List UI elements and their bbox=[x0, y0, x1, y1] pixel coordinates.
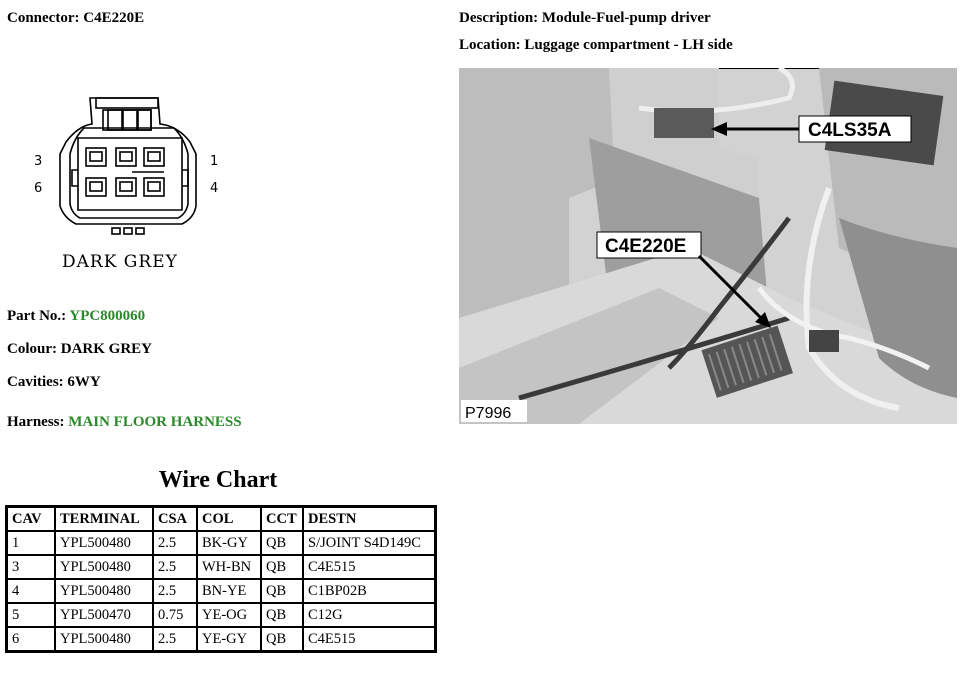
table-row bbox=[7, 555, 436, 579]
wire-chart-title: Wire Chart bbox=[158, 467, 278, 493]
cell-destn: C12G bbox=[303, 603, 436, 627]
cell-col: BN-YE bbox=[197, 579, 261, 603]
cell-cav: 5 bbox=[7, 603, 56, 627]
cell-terminal: YPL500480 bbox=[55, 531, 153, 555]
header-terminal: TERMINAL bbox=[55, 507, 153, 532]
cell-cct: QB bbox=[261, 579, 303, 603]
cell-cct: QB bbox=[261, 531, 303, 555]
header-cav: CAV bbox=[7, 507, 56, 532]
cavities-label: Cavities: bbox=[7, 374, 64, 390]
description-value: Module-Fuel-pump driver bbox=[541, 10, 711, 26]
location-photo bbox=[459, 68, 957, 424]
connector-label: Connector: bbox=[7, 10, 80, 26]
cell-cct: QB bbox=[261, 555, 303, 579]
cell-cct: QB bbox=[261, 627, 303, 652]
part-no-label: Part No.: bbox=[7, 308, 67, 324]
cell-csa: 2.5 bbox=[153, 555, 197, 579]
cell-destn: C4E515 bbox=[303, 555, 436, 579]
table-row bbox=[7, 579, 436, 603]
photo-callout-c4e220e: C4E220E bbox=[605, 236, 687, 257]
photo-callout-c4ls35a: C4LS35A bbox=[808, 120, 892, 141]
photo-reference: P7996 bbox=[465, 405, 512, 422]
cell-csa: 2.5 bbox=[153, 627, 197, 652]
pin-6-label: 6 bbox=[34, 181, 43, 196]
harness-value: MAIN FLOOR HARNESS bbox=[68, 414, 242, 430]
cell-cav: 6 bbox=[7, 627, 56, 652]
header-col: COL bbox=[197, 507, 261, 532]
location-label: Location: bbox=[459, 37, 521, 53]
cell-csa: 2.5 bbox=[153, 579, 197, 603]
table-row bbox=[7, 627, 436, 652]
cavities-row bbox=[7, 374, 101, 391]
header-cct: CCT bbox=[261, 507, 303, 532]
cell-col: YE-OG bbox=[197, 603, 261, 627]
cell-csa: 0.75 bbox=[153, 603, 197, 627]
table-row bbox=[7, 603, 436, 627]
part-no-row bbox=[7, 308, 145, 325]
location-value: Luggage compartment - LH side bbox=[524, 37, 733, 53]
part-no-value: YPC800060 bbox=[69, 308, 146, 324]
cell-col: BK-GY bbox=[197, 531, 261, 555]
cell-destn: S/JOINT S4D149C bbox=[303, 531, 436, 555]
header-csa: CSA bbox=[153, 507, 197, 532]
cell-destn: C4E515 bbox=[303, 627, 436, 652]
description-label: Description: bbox=[459, 10, 539, 26]
cell-terminal: YPL500480 bbox=[55, 579, 153, 603]
table-header-row bbox=[7, 507, 436, 532]
cell-destn: C1BP02B bbox=[303, 579, 436, 603]
connector-heading bbox=[7, 10, 144, 27]
cell-terminal: YPL500470 bbox=[55, 603, 153, 627]
cavities-value: 6WY bbox=[67, 374, 101, 390]
description-heading bbox=[459, 10, 711, 27]
colour-value: DARK GREY bbox=[60, 341, 153, 357]
pin-3-label: 3 bbox=[34, 154, 43, 169]
pin-4-label: 4 bbox=[210, 181, 219, 196]
cell-csa: 2.5 bbox=[153, 531, 197, 555]
diagram-colour-caption: DARK GREY bbox=[62, 252, 178, 272]
table-row bbox=[7, 531, 436, 555]
harness-row bbox=[7, 414, 242, 431]
cell-col: YE-GY bbox=[197, 627, 261, 652]
connector-face-diagram bbox=[28, 84, 228, 274]
harness-label: Harness: bbox=[7, 414, 65, 430]
colour-label: Colour: bbox=[7, 341, 57, 357]
header-destn: DESTN bbox=[303, 507, 436, 532]
cell-cav: 4 bbox=[7, 579, 56, 603]
cell-col: WH-BN bbox=[197, 555, 261, 579]
wire-chart-table bbox=[5, 505, 437, 653]
cell-terminal: YPL500480 bbox=[55, 627, 153, 652]
colour-row bbox=[7, 341, 152, 358]
cell-cav: 3 bbox=[7, 555, 56, 579]
cell-cct: QB bbox=[261, 603, 303, 627]
cell-cav: 1 bbox=[7, 531, 56, 555]
location-heading bbox=[459, 37, 733, 54]
connector-value: C4E220E bbox=[83, 10, 145, 26]
cell-terminal: YPL500480 bbox=[55, 555, 153, 579]
pin-1-label: 1 bbox=[210, 154, 219, 169]
